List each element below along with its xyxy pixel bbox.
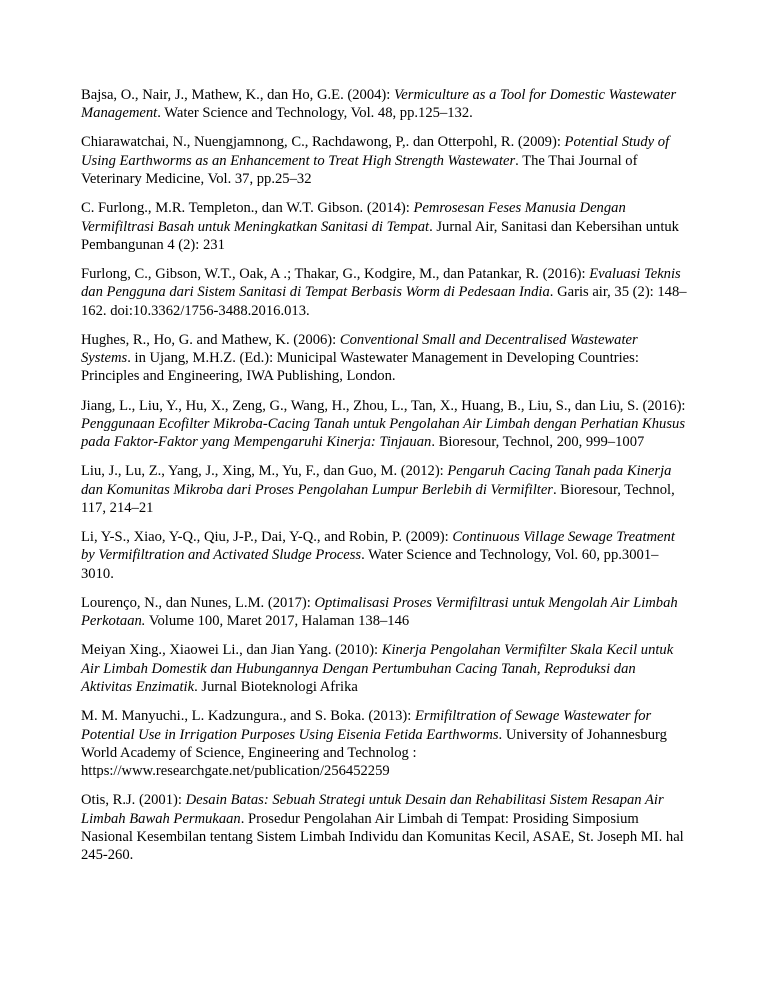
reference-authors: Jiang, L., Liu, Y., Hu, X., Zeng, G., Wang, H., Zhou, L., Tan, X., Huang, B., Liu, S., dan Liu, S. (2016):: [81, 397, 686, 414]
reference-entry: [81, 462, 687, 517]
reference-source: Volume 100, Maret 2017, Halaman 138–146: [145, 613, 410, 630]
reference-title: Potential Study of Using Earthworms as an Enhancement to Treat High Strength Wastewater: [81, 134, 670, 169]
reference-entry: [81, 528, 687, 583]
reference-entry: [81, 133, 687, 188]
reference-source: . The Thai Journal of Veterinary Medicine, Vol. 37, pp.25–32: [81, 152, 638, 188]
reference-authors: Meiyan Xing., Xiaowei Li., dan Jian Yang. (2010):: [81, 642, 382, 659]
reference-entry: [81, 199, 687, 254]
reference-source: . Jurnal Bioteknologi Afrika: [194, 679, 358, 696]
reference-title: Vermiculture as a Tool for Domestic Wastewater Management: [81, 87, 677, 122]
reference-source: . Water Science and Technology, Vol. 48, pp.125–132.: [157, 105, 473, 122]
reference-authors: Chiarawatchai, N., Nuengjamnong, C., Rachdawong, P,. dan Otterpohl, R. (2009):: [81, 134, 565, 151]
reference-source: . in Ujang, M.H.Z. (Ed.): Municipal Wastewater Management in Developing Countries: Principles and Engineering, IWA Publishing, London.: [81, 350, 639, 385]
reference-entry: [81, 791, 687, 864]
reference-list: [81, 86, 687, 875]
reference-authors: Furlong, C., Gibson, W.T., Oak, A .; Thakar, G., Kodgire, M., dan Patankar, R. (2016):: [81, 266, 590, 283]
reference-authors: C. Furlong., M.R. Templeton., dan W.T. Gibson. (2014):: [81, 200, 414, 217]
reference-title: Kinerja Pengolahan Vermifilter Skala Kecil untuk Air Limbah Domestik dan Hubungannya Dengan Pertumbuhan Cacing Tanah, Reproduksi dan Aktivitas Enzimatik: [81, 642, 674, 696]
reference-authors: Bajsa, O., Nair, J., Mathew, K., dan Ho, G.E. (2004):: [81, 87, 394, 103]
reference-source: . Bioresour, Technol, 117, 214–21: [81, 481, 675, 516]
reference-entry: [81, 594, 687, 631]
reference-title: Pengaruh Cacing Tanah pada Kinerja dan Komunitas Mikroba dari Proses Pengolahan Lumpur Berlebih di Vermifilter: [81, 463, 672, 498]
reference-entry: [81, 331, 687, 386]
reference-authors: Lourenço, N., dan Nunes, L.M. (2017):: [81, 594, 315, 611]
reference-title: Ermifiltration of Sewage Wastewater for Potential Use in Irrigation Purposes Using Eisenia Fetida Earthworms: [81, 708, 652, 743]
reference-authors: Hughes, R., Ho, G. and Mathew, K. (2006):: [81, 331, 340, 348]
reference-title: Optimalisasi Proses Vermifiltrasi untuk Mengolah Air Limbah Perkotaan.: [81, 594, 678, 630]
reference-title: Conventional Small and Decentralised Wastewater Systems: [81, 331, 638, 367]
reference-title: Evaluasi Teknis dan Pengguna dari Sistem Sanitasi di Tempat Berbasis Worm di Pedesaan India: [81, 266, 681, 301]
reference-source: . Bioresour, Technol, 200, 999–1007: [431, 434, 645, 451]
reference-title: Penggunaan Ecofilter Mikroba-Cacing Tanah untuk Pengolahan Air Limbah dengan Perhatian Khusus pada Faktor-Faktor yang Mempengaruhi Kinerja: Tinjauan: [81, 415, 685, 451]
reference-title: Pemrosesan Feses Manusia Dengan Vermifiltrasi Basah untuk Meningkatkan Sanitasi di Tempat: [81, 200, 626, 235]
reference-entry: [81, 641, 687, 696]
reference-entry: [81, 707, 687, 780]
reference-entry: [81, 265, 687, 320]
reference-source: . Prosedur Pengolahan Air Limbah di Tempat: Prosiding Simposium Nasional Kesembilan tentang Sistem Limbah Individu dan Komunitas Kecil, ASAE, St. Joseph MI. hal 245-260.: [81, 810, 684, 864]
reference-entry: [81, 86, 687, 123]
reference-authors: Liu, J., Lu, Z., Yang, J., Xing, M., Yu, F., dan Guo, M. (2012):: [81, 463, 448, 480]
reference-authors: Otis, R.J. (2001):: [81, 792, 186, 809]
reference-source: . Garis air, 35 (2): 148–162. doi:10.3362/1756-3488.2016.013.: [81, 284, 687, 319]
reference-authors: M. M. Manyuchi., L. Kadzungura., and S. Boka. (2013):: [81, 708, 415, 725]
reference-title: Desain Batas: Sebuah Strategi untuk Desain dan Rehabilitasi Sistem Resapan Air Limbah Bawah Permukaan: [81, 792, 664, 827]
reference-source: . Water Science and Technology, Vol. 60, pp.3001–3010.: [81, 547, 659, 582]
reference-entry: [81, 397, 687, 452]
reference-authors: Li, Y-S., Xiao, Y-Q., Qiu, J-P., Dai, Y-Q., and Robin, P. (2009):: [81, 529, 453, 546]
reference-title: Continuous Village Sewage Treatment by Vermifiltration and Activated Sludge Process: [81, 529, 675, 564]
reference-source: . Jurnal Air, Sanitasi dan Kebersihan untuk Pembangunan 4 (2): 231: [81, 218, 679, 253]
reference-source: . University of Johannesburg World Academy of Science, Engineering and Technolog : https://www.researchgate.net/publication/256452259: [81, 726, 667, 780]
